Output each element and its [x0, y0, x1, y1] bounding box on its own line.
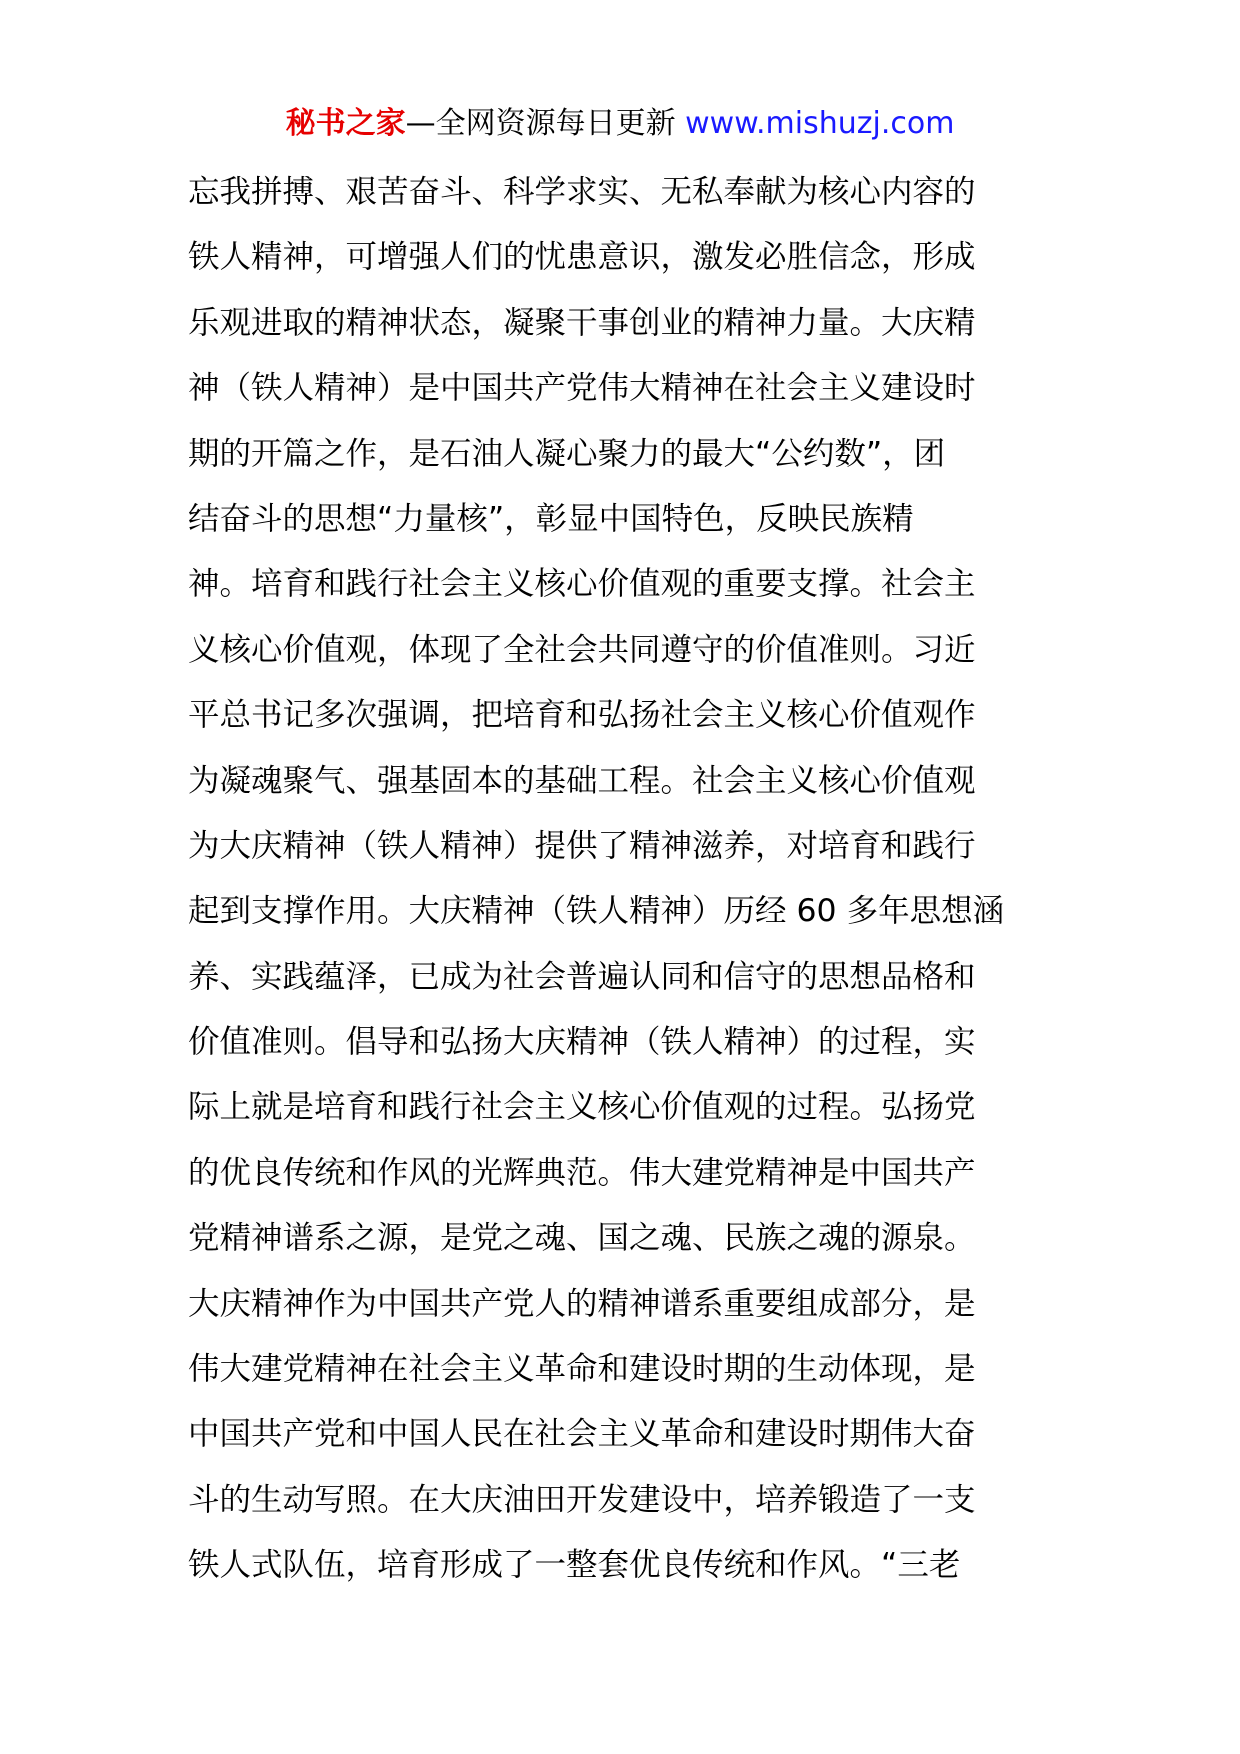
page-header: [0, 104, 1240, 144]
body-line: 大庆精神作为中国共产党人的精神谱系重要组成部分，是: [188, 1285, 976, 1322]
body-line: 为大庆精神（铁人精神）提供了精神滋养，对培育和践行: [188, 827, 976, 864]
body-line: 中国共产党和中国人民在社会主义革命和建设时期伟大奋: [188, 1416, 976, 1453]
body-line: 神。培育和践行社会主义核心价值观的重要支撑。社会主: [188, 566, 976, 603]
document-body: [188, 160, 1068, 1599]
body-line: 养、实践蕴泽，已成为社会普遍认同和信守的思想品格和: [188, 958, 976, 995]
body-line: 起到支撑作用。大庆精神（铁人精神）历经 60 多年思想涵: [188, 893, 1005, 930]
body-line: 铁人式队伍，培育形成了一整套优良传统和作风。“三老: [188, 1547, 961, 1584]
body-line: 际上就是培育和践行社会主义核心价值观的过程。弘扬党: [188, 1089, 976, 1126]
body-line: 忘我拼搏、艰苦奋斗、科学求实、无私奉献为核心内容的: [188, 174, 976, 210]
body-line: 党精神谱系之源，是党之魂、国之魂、民族之魂的源泉。: [188, 1220, 976, 1257]
body-line: 乐观进取的精神状态，凝聚干事创业的精神力量。大庆精: [188, 304, 976, 341]
body-line: 铁人精神，可增强人们的忧患意识，激发必胜信念，形成: [188, 239, 976, 276]
site-url-link[interactable]: www.mishuzj.com: [685, 106, 955, 141]
body-line: 为凝魂聚气、强基固本的基础工程。社会主义核心价值观: [188, 762, 976, 799]
body-line: 价值准则。倡导和弘扬大庆精神（铁人精神）的过程，实: [188, 1024, 976, 1061]
body-line: 期的开篇之作，是石油人凝心聚力的最大“公约数”，团: [188, 435, 946, 472]
body-line: 结奋斗的思想“力量核”，彰显中国特色，反映民族精: [188, 500, 914, 537]
body-line: 伟大建党精神在社会主义革命和建设时期的生动体现，是: [188, 1351, 976, 1388]
brand-name: 秘书之家: [285, 106, 406, 141]
body-line: 的优良传统和作风的光辉典范。伟大建党精神是中国共产: [188, 1154, 976, 1191]
body-line: 斗的生动写照。在大庆油田开发建设中，培养锻造了一支: [188, 1481, 976, 1518]
body-line: 神（铁人精神）是中国共产党伟大精神在社会主义建设时: [188, 370, 976, 407]
header-tagline: —全网资源每日更新: [405, 106, 686, 141]
body-line: 平总书记多次强调，把培育和弘扬社会主义核心价值观作: [188, 697, 976, 734]
body-line: 义核心价值观，体现了全社会共同遵守的价值准则。习近: [188, 631, 976, 668]
